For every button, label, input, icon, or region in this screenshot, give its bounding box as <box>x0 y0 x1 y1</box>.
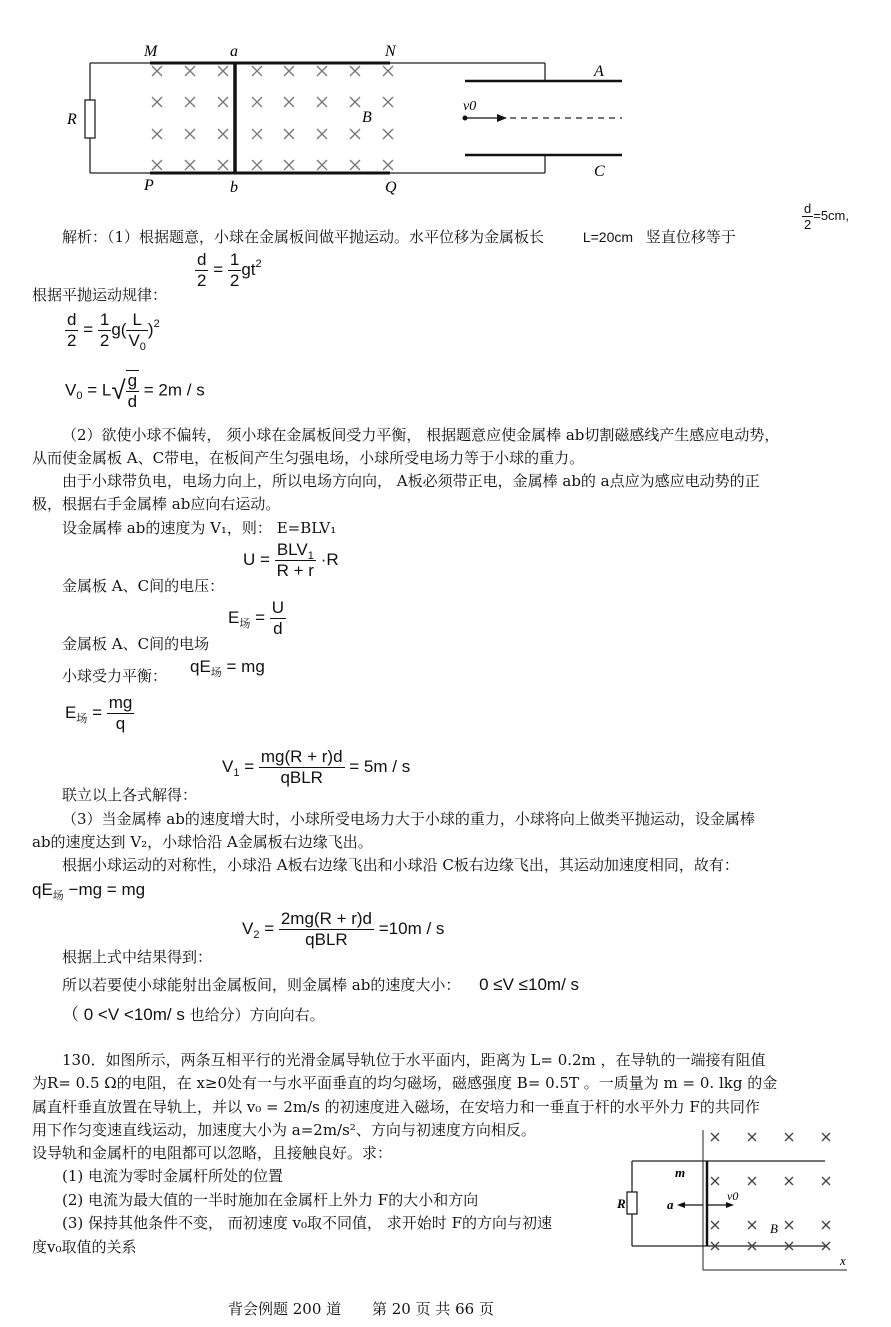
label-m: m <box>675 1165 686 1180</box>
label-A: A <box>594 63 604 80</box>
problem130-line4: 用下作匀变速直线运动，加速度大小为 a=2m/s²、方向与初速度方向相反。 <box>32 1121 536 1139</box>
eq1: $\frac{d}{2}$ = $\frac{1}{2}$ $gt^2$ <box>197 250 262 290</box>
problem130-line3: 属直杆垂直放置在导轨上，并以 v₀ = 2m/s 的初速度进入磁场，在安培力和一垂直于杆的水平外力 F的共同作 <box>32 1098 760 1116</box>
label-M: M <box>144 43 158 60</box>
label-v0-2: v0 <box>727 1189 739 1203</box>
part2-line4: 极，根据右手金属棒 ab应向右运动。 <box>32 495 281 513</box>
label-P: P <box>144 177 154 194</box>
conclusion-2 <box>62 1000 325 1025</box>
conclusion-text: 所以若要使小球能射出金属板间，则金属棒 ab的速度大小： <box>62 976 461 994</box>
question-3: (3) 保持其他条件不变， 而初速度 v₀取不同值， 求开始时 F的方向与初速 <box>62 1214 552 1232</box>
solution-intro <box>62 226 736 247</box>
solve-label: 联立以上各式解得： <box>62 786 198 804</box>
label-a2: a <box>667 1197 674 1212</box>
footer-page: 第 20 页 共 66 页 <box>371 1300 494 1318</box>
result-label: 根据上式中结果得到： <box>62 948 213 966</box>
question-3b: 度v₀取值的关系 <box>32 1238 137 1256</box>
plate-length: L=20cm <box>582 229 634 245</box>
part3-line2: ab的速度达到 V₂，小球恰沿 A金属板右边缘飞出。 <box>32 833 373 851</box>
figure-circuit-rails <box>60 38 640 198</box>
eq-balance: $qE_场$ = mg <box>190 657 265 679</box>
field-label: 金属板 A、C间的电场 <box>62 635 210 653</box>
label-R: R <box>67 111 77 128</box>
eq-E: $E_场$ = $\frac{U}{d}$ <box>228 598 284 638</box>
speed-range: 0 ≤V ≤10m/ s <box>479 975 580 994</box>
problem130-line5: 设导轨和金属杆的电阻都可以忽略，且接触良好。求： <box>32 1144 393 1162</box>
eq-V1: $V_1$ = $\frac{mg(R + r)d}{\text{qBLR}}$ = 5m / s <box>222 747 411 787</box>
speed-range-alt: （ 0 <V <10m/ s <box>62 1005 185 1024</box>
d-half-eq: $\frac{d}{2}$ =5cm, <box>804 201 849 232</box>
label-Q: Q <box>385 179 397 196</box>
vertical-displacement-text: 竖直位移等于 <box>645 228 736 246</box>
label-B: B <box>362 109 372 126</box>
label-v0: v0 <box>463 99 477 114</box>
question-1: (1) 电流为零时金属杆所处的位置 <box>62 1167 284 1185</box>
rule-label: 根据平抛运动规律： <box>32 286 168 304</box>
part2-line3: 由于小球带负电，电场力向上，所以电场方向向， A板必须带正电，金属棒 ab的 a点应为感应电动势的正 <box>62 472 760 490</box>
footer-title: 背会例题 200 道 <box>228 1300 342 1318</box>
footer <box>228 1298 494 1319</box>
resistor-R <box>85 100 95 138</box>
part2-line1: （2）欲使小球不偏转， 须小球在金属板间受力平衡， 根据题意应使金属棒 ab切割磁感线产生感应电动势， <box>62 426 780 444</box>
eq-E2: $E_场$ = $\frac{mg}{q}$ <box>65 693 133 733</box>
figure-rail-rod <box>615 1125 860 1280</box>
problem130-line2: 为R= 0.5 Ω的电阻，在 x≥0处有一与水平面垂直的均匀磁场，磁感强度 B= 0.5T 。一质量为 m = 0. lkg 的金 <box>32 1074 778 1092</box>
magnetic-field-crosses <box>152 66 393 170</box>
label-C: C <box>594 163 605 180</box>
eq-V2: $V_2$ = $\frac{2mg(R + r)d}{\text{qBLR}}$ =10m / s <box>242 909 445 949</box>
part2-line5: 设金属棒 ab的速度为 V₁，则： E=BLV₁ <box>62 519 337 537</box>
label-R2: R <box>617 1196 626 1211</box>
label-b: b <box>230 179 238 196</box>
question-2: (2) 电流为最大值的一半时施加在金属杆上外力 F的大小和方向 <box>62 1191 479 1209</box>
label-x: x <box>840 1253 846 1268</box>
label-a: a <box>230 43 238 60</box>
eq-q: $qE_场 -mg$ = mg <box>32 880 146 902</box>
voltage-label: 金属板 A、C间的电压： <box>62 577 225 595</box>
part3-line1: （3）当金属棒 ab的速度增大时，小球所受电场力大于小球的重力，小球将向上做类平抛运动，设金属棒 <box>62 810 755 828</box>
problem130-line1: 130．如图所示，两条互相平行的光滑金属导轨位于水平面内，距离为 L= 0.2m ，在导轨的一端接有阻值 <box>62 1051 766 1069</box>
direction-text: 也给分）方向向右。 <box>189 1006 325 1024</box>
eq2: $\frac{d}{2}$ = $\frac{1}{2}$ g( $\frac{L}{V_0}$ )$^2$ <box>67 310 160 353</box>
eq-U: U = $\frac{BLV_1}{R + r}$ ·R <box>243 540 339 580</box>
label-N: N <box>385 43 396 60</box>
part3-line3: 根据小球运动的对称性，小球沿 A板右边缘飞出和小球沿 C板右边缘飞出，其运动加速度相同，故有： <box>62 856 739 874</box>
balance-label: 小球受力平衡： <box>62 667 168 685</box>
conclusion <box>62 974 579 995</box>
part2-line2: 从而使金属板 A、C带电，在板间产生匀强电场，小球所受电场力等于小球的重力。 <box>32 449 585 467</box>
solution-intro-text: 解析：（1）根据题意，小球在金属板间做平抛运动。水平位移为金属板长 <box>62 228 545 246</box>
resistor-R2 <box>627 1192 637 1214</box>
eq3: $V_0 = L√$ $\frac{g}{d}$ = 2m / s <box>65 371 205 411</box>
label-B2: B <box>770 1221 778 1236</box>
